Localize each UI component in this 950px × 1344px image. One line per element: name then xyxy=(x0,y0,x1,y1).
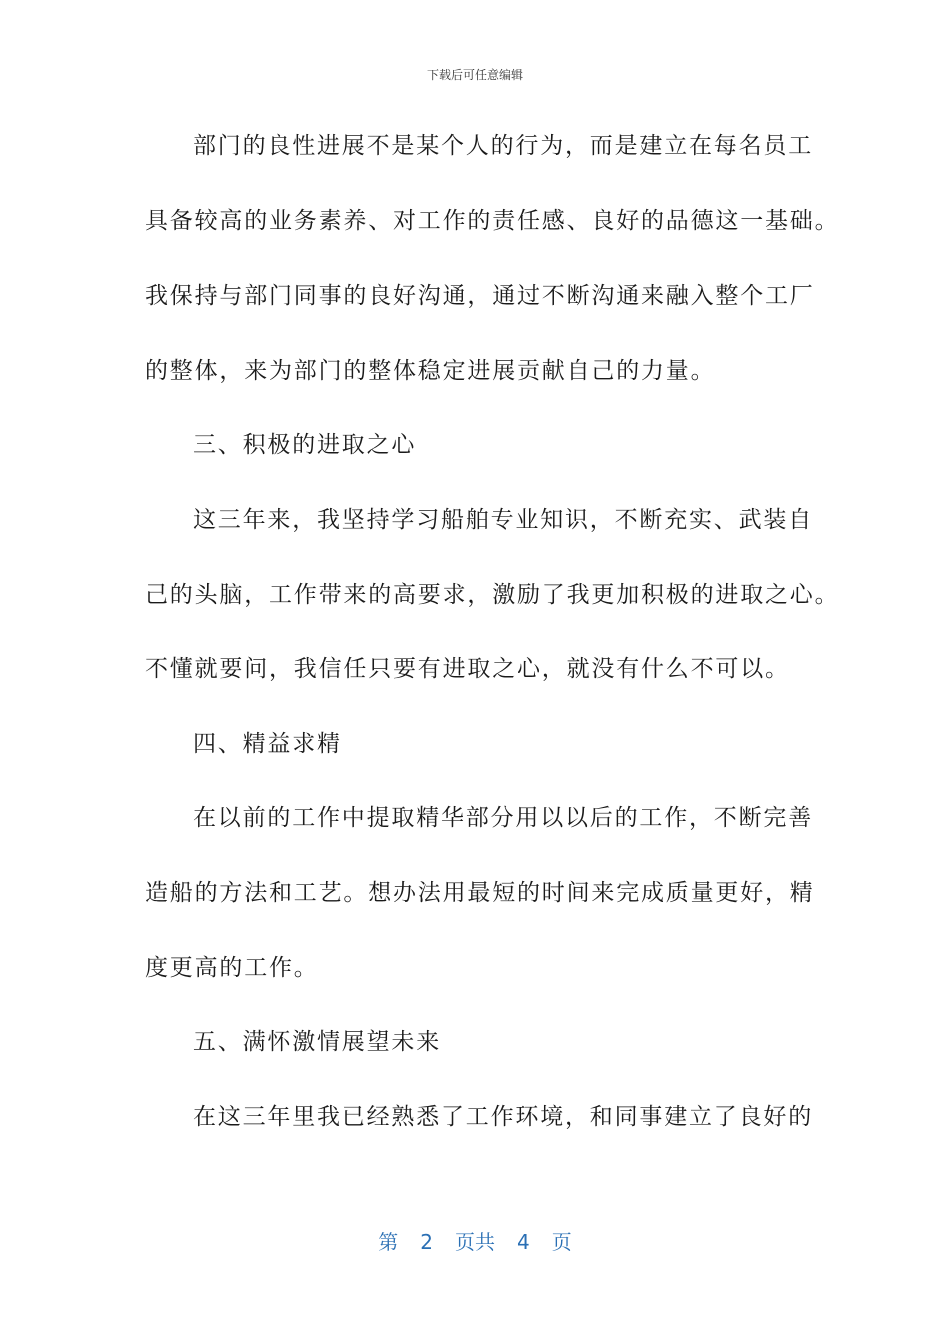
paragraph-line: 部门的良性进展不是某个人的行为，而是建立在每名员工 xyxy=(193,133,813,159)
page-suffix: 页 xyxy=(551,1230,572,1254)
page-number: 2 xyxy=(420,1230,433,1254)
total-pages: 4 xyxy=(517,1230,530,1254)
section-heading: 三、积极的进取之心 xyxy=(193,432,417,458)
page-header: 下载后可任意编辑 xyxy=(426,68,523,82)
paragraph-line: 具备较高的业务素养、对工作的责任感、良好的品德这一基础。 xyxy=(145,208,840,234)
paragraph-line: 在这三年里我已经熟悉了工作环境，和同事建立了良好的 xyxy=(193,1104,813,1130)
paragraph-line: 的整体，来为部门的整体稳定进展贡献自己的力量。 xyxy=(145,358,716,384)
paragraph-line: 在以前的工作中提取精华部分用以以后的工作，不断完善 xyxy=(193,805,813,831)
page-footer xyxy=(0,1226,950,1255)
section-heading: 五、满怀激情展望未来 xyxy=(193,1029,441,1055)
paragraph-line: 己的头脑，工作带来的高要求，激励了我更加积极的进取之心。 xyxy=(145,582,840,608)
paragraph-line: 造船的方法和工艺。想办法用最短的时间来完成质量更好，精 xyxy=(145,880,815,906)
page-label: 第 xyxy=(378,1230,399,1254)
section-heading: 四、精益求精 xyxy=(193,731,342,757)
paragraph-line: 我保持与部门同事的良好沟通，通过不断沟通来融入整个工厂 xyxy=(145,283,815,309)
paragraph-line: 这三年来，我坚持学习船舶专业知识，不断充实、武装自 xyxy=(193,507,813,533)
paragraph-line: 度更高的工作。 xyxy=(145,955,319,981)
total-prefix: 页共 xyxy=(455,1230,495,1254)
paragraph-line: 不懂就要问，我信任只要有进取之心，就没有什么不可以。 xyxy=(145,656,790,682)
